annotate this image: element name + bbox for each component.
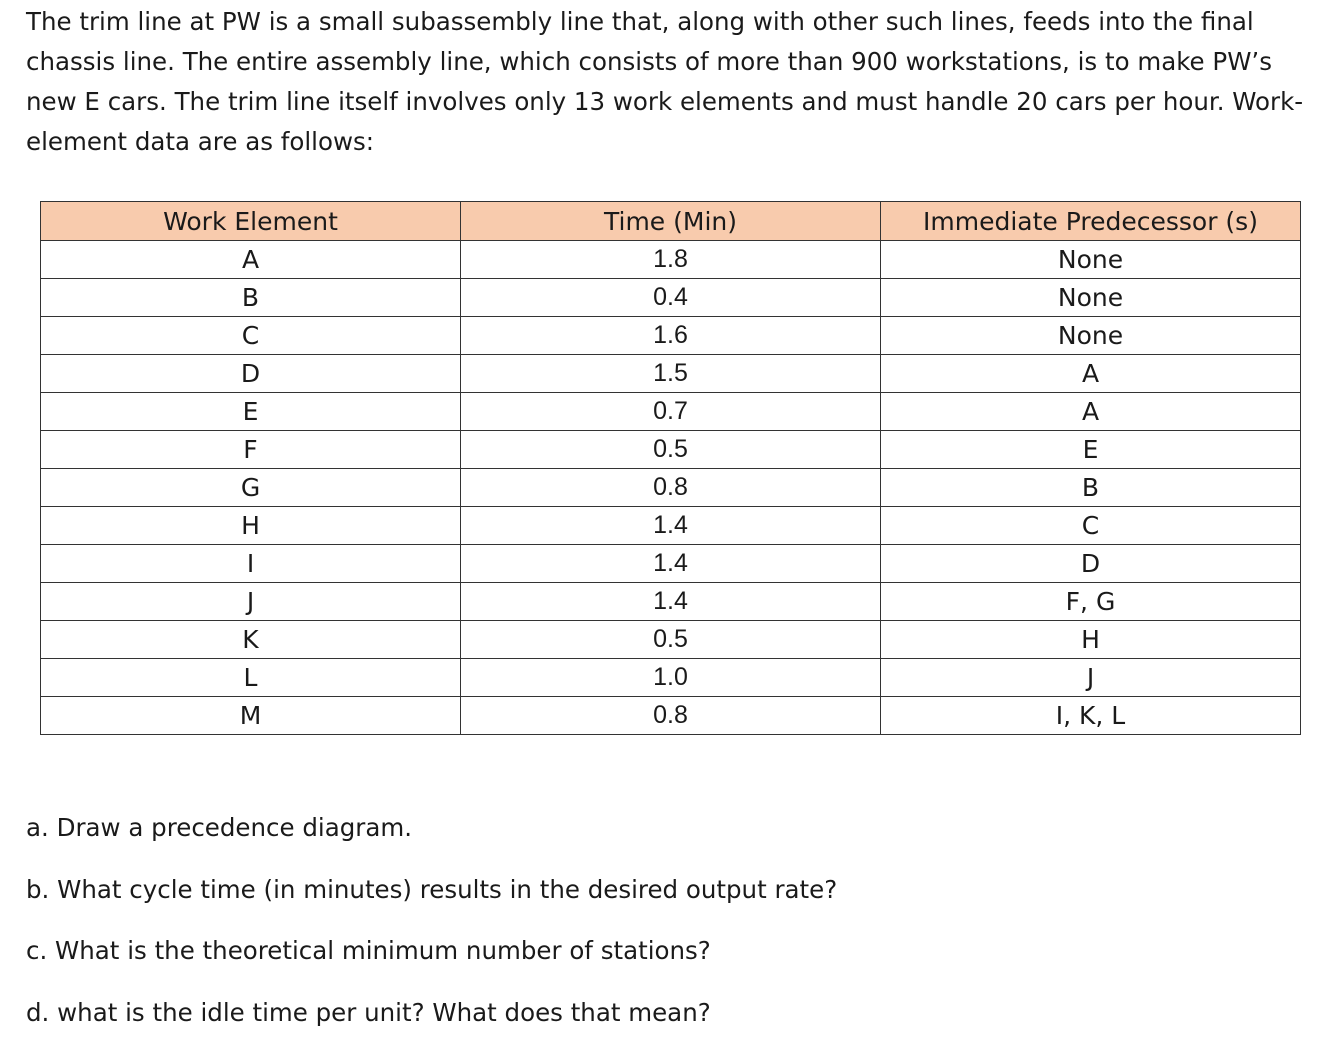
time-cell: 1.8 <box>461 241 881 279</box>
problem-statement: The trim line at PW is a small subassembly line that, along with other such lines, feeds into the final chassis line. The entire assembly line, which consists of more than 900 workstations, is to make PW’s new E cars. The trim line itself involves only 13 work elements and must handle 20 cars per hour. Work-element data are as follows: <box>26 7 1304 156</box>
table-row <box>41 431 1301 469</box>
predecessor-cell: F, G <box>881 583 1301 621</box>
work-element-cell: K <box>41 621 461 659</box>
time-cell: 0.8 <box>461 697 881 735</box>
predecessor-cell: J <box>881 659 1301 697</box>
header-work-element: Work Element <box>41 202 461 241</box>
predecessor-cell: None <box>881 279 1301 317</box>
table-row <box>41 697 1301 735</box>
predecessor-cell: None <box>881 241 1301 279</box>
work-element-cell: A <box>41 241 461 279</box>
time-cell: 1.4 <box>461 507 881 545</box>
work-element-cell: I <box>41 545 461 583</box>
question-a: a. Draw a precedence diagram. <box>26 813 413 842</box>
time-cell: 1.4 <box>461 583 881 621</box>
time-cell: 0.5 <box>461 621 881 659</box>
time-cell: 0.5 <box>461 431 881 469</box>
work-element-cell: D <box>41 355 461 393</box>
work-element-cell: C <box>41 317 461 355</box>
work-element-cell: M <box>41 697 461 735</box>
time-cell: 0.7 <box>461 393 881 431</box>
work-element-cell: F <box>41 431 461 469</box>
time-cell: 1.4 <box>461 545 881 583</box>
predecessor-cell: A <box>881 393 1301 431</box>
table-row <box>41 355 1301 393</box>
table-row <box>41 241 1301 279</box>
question-c: c. What is the theoretical minimum number of stations? <box>26 936 711 965</box>
work-element-cell: G <box>41 469 461 507</box>
predecessor-cell: H <box>881 621 1301 659</box>
time-cell: 1.5 <box>461 355 881 393</box>
predecessor-cell: E <box>881 431 1301 469</box>
table-row <box>41 393 1301 431</box>
predecessor-cell: None <box>881 317 1301 355</box>
table-row <box>41 659 1301 697</box>
header-predecessor: Immediate Predecessor (s) <box>881 202 1301 241</box>
table-row <box>41 469 1301 507</box>
time-cell: 0.8 <box>461 469 881 507</box>
work-element-cell: B <box>41 279 461 317</box>
question-d: d. what is the idle time per unit? What does that mean? <box>26 998 711 1027</box>
table-row <box>41 507 1301 545</box>
time-cell: 0.4 <box>461 279 881 317</box>
question-b: b. What cycle time (in minutes) results in the desired output rate? <box>26 875 838 904</box>
time-cell: 1.6 <box>461 317 881 355</box>
predecessor-cell: C <box>881 507 1301 545</box>
time-cell: 1.0 <box>461 659 881 697</box>
predecessor-cell: I, K, L <box>881 697 1301 735</box>
work-element-cell: L <box>41 659 461 697</box>
table-row <box>41 545 1301 583</box>
work-element-table <box>40 201 1301 735</box>
table-row <box>41 621 1301 659</box>
predecessor-cell: B <box>881 469 1301 507</box>
header-time: Time (Min) <box>461 202 881 241</box>
table-row <box>41 279 1301 317</box>
table-row <box>41 317 1301 355</box>
table-header-row <box>41 202 1301 241</box>
work-element-cell: E <box>41 393 461 431</box>
work-element-cell: J <box>41 583 461 621</box>
work-element-cell: H <box>41 507 461 545</box>
table-row <box>41 583 1301 621</box>
predecessor-cell: D <box>881 545 1301 583</box>
predecessor-cell: A <box>881 355 1301 393</box>
